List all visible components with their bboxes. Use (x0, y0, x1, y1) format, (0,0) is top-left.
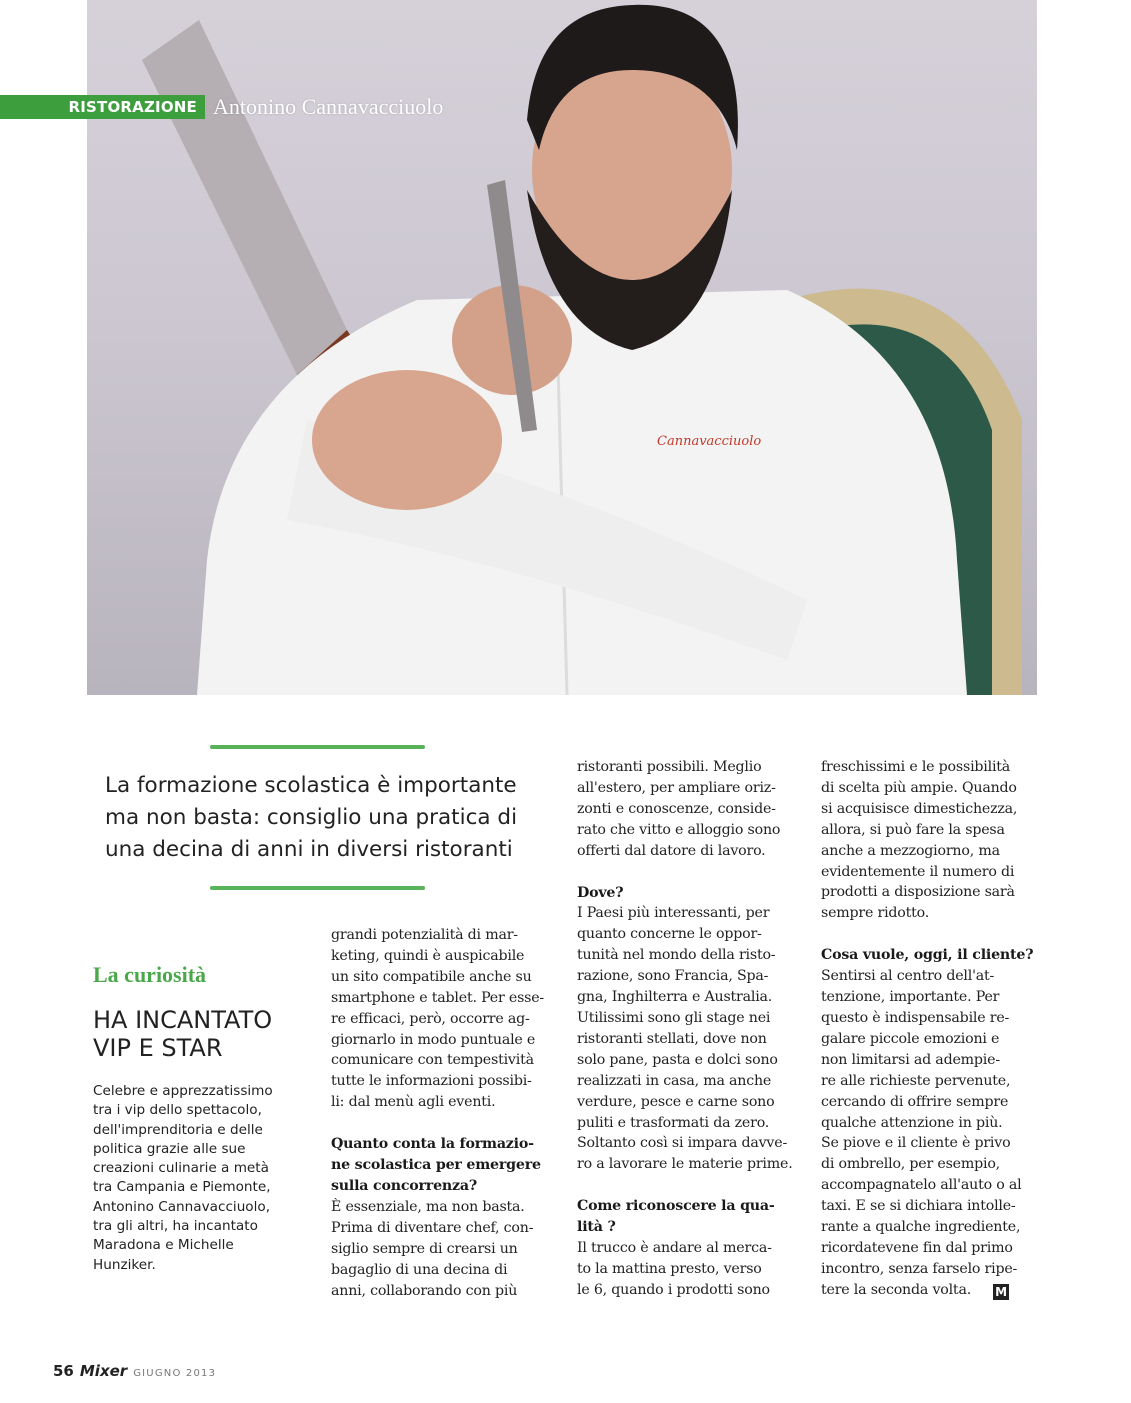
jacket-embroidery: Cannavacciuolo (657, 434, 762, 449)
column3-paragraph-1: freschissimi e le possibilità di scelta più ampie. Quando si acquisisce dimestichezza, allora, si può fare la spesa anche a mezzogiorno, ma evidentemente il numero di prodotti a disposizione sarà sempre ridotto. (821, 759, 1018, 922)
sidebar-headline: HA INCANTATO VIP E STAR (93, 1006, 273, 1062)
column1-paragraph-1: grandi potenzialità di mar- keting, quindi è auspicabile un sito compatibile anche su smartphone e tablet. Per esse- re efficaci, però, occorre ag- giornarlo in modo puntuale e comunicare con tempestività tutte le informazioni possibi- li: dal menù agli eventi. (331, 927, 545, 1111)
magazine-name: Mixer (79, 1362, 128, 1380)
pull-quote-top-rule (210, 745, 425, 749)
sidebar-box (93, 962, 293, 1275)
issue-date: GIUGNO 2013 (133, 1368, 217, 1379)
section-tag: RISTORAZIONE (0, 95, 205, 119)
column2-paragraph-2: I Paesi più interessanti, per quanto concerne le oppor- tunità nel mondo della risto- razione, sono Francia, Spa- gna, Inghilterra e Australia. Utilissimi sono gli stage nei ristoranti stellati, dove non solo pane, pasta e dolci sono realizzati in casa, ma anche verdure, pesce e carne sono puliti e trasformati da zero. Soltanto così si impara davve- ro a lavorare le materie prime. (577, 905, 793, 1173)
sidebar-title: La curiosità (93, 962, 207, 987)
sidebar-body: Celebre e apprezzatissimo tra i vip dello spettacolo, dell'imprenditoria e delle politica grazie alle sue creazioni culinarie a metà tra Campania e Piemonte, Antonino Cannavacciuolo, tra gli altri, ha incantato Maradona e Michelle Hunziker. (93, 1083, 273, 1273)
article-column-1 (331, 925, 551, 1301)
column2-paragraph-1: ristoranti possibili. Meglio all'estero, per ampliare oriz- zonti e conoscenze, conside- rato che vitto e alloggio sono offerti dal datore di lavoro. (577, 759, 781, 859)
column1-paragraph-2: È essenziale, ma non basta. Prima di diventare chef, con- siglio sempre di crearsi un bagaglio di una decina di anni, collaborando con più (331, 1198, 534, 1299)
column2-question-1: Dove? (577, 884, 624, 901)
section-header (0, 95, 443, 119)
column2-paragraph-3: Il trucco è andare al merca- to la mattina presto, verso le 6, quando i prodotti sono (577, 1240, 772, 1298)
left-hand (312, 370, 502, 510)
cleaver-blade (142, 20, 347, 375)
end-of-article-icon: M (993, 1284, 1009, 1300)
page-number: 56 (53, 1362, 74, 1380)
column2-question-2: Come riconoscere la qua- lità ? (577, 1198, 775, 1236)
article-column-2 (577, 757, 797, 1301)
column3-last-line: tere la seconda volta. (821, 1281, 972, 1298)
article-subject-name: Antonino Cannavacciuolo (213, 94, 444, 119)
page-footer (53, 1362, 216, 1380)
pull-quote-bottom-rule (210, 886, 425, 890)
pull-quote: La formazione scolastica è importante ma non basta: consiglio una pratica di una decina di anni in diversi ristoranti (105, 773, 518, 862)
column3-paragraph-2-end (821, 1280, 1041, 1301)
article-column-3 (821, 757, 1041, 1301)
column1-question-1: Quanto conta la formazio- ne scolastica per emergere sulla concorrenza? (331, 1136, 541, 1194)
column3-question-1: Cosa vuole, oggi, il cliente? (821, 947, 1034, 964)
column3-paragraph-2: Sentirsi al centro dell'at- tenzione, importante. Per questo è indispensabile re- galare piccole emozioni e non limitarsi ad adempie- re alle richieste pervenute, cercando di offrire sempre qualche attenzione in più. Se piove e il cliente è privo di ombrello, per esempio, accompagnatelo all'auto o al taxi. E se si dichiara intolle- rante a qualche ingrediente, ricordatevene fin dal primo incontro, senza farselo ripe- (821, 968, 1022, 1277)
